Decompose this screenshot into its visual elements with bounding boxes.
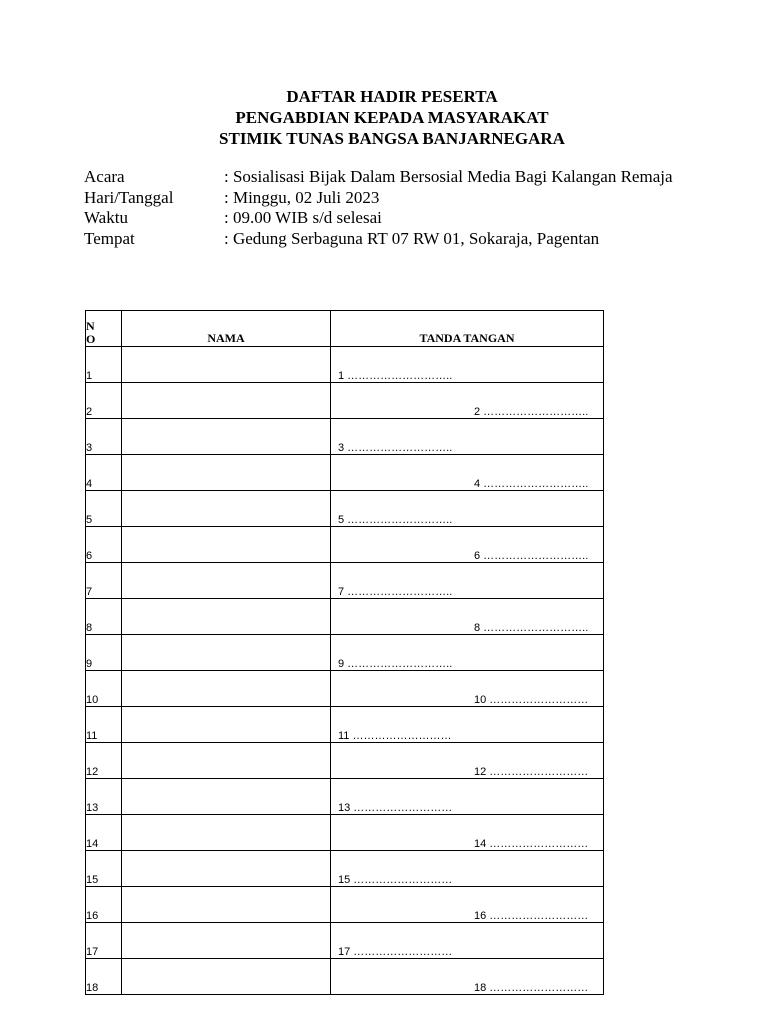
row-number: 3	[86, 419, 122, 455]
signature-cell: 15 ………………………	[331, 851, 604, 887]
name-cell	[122, 347, 331, 383]
name-cell	[122, 527, 331, 563]
row-number: 7	[86, 563, 122, 599]
table-row	[86, 707, 604, 743]
signature-cell: 9 ………………………..	[331, 635, 604, 671]
table-row	[86, 635, 604, 671]
name-cell	[122, 779, 331, 815]
name-cell	[122, 671, 331, 707]
header-no	[86, 311, 122, 347]
info-value: : 09.00 WIB s/d selesai	[224, 208, 382, 227]
info-label: Waktu	[84, 208, 128, 227]
name-cell	[122, 419, 331, 455]
title-line-2: PENGABDIAN KEPADA MASYARAKAT	[235, 108, 549, 127]
row-number: 18	[86, 959, 122, 995]
signature-cell: 6 ………………………..	[331, 527, 604, 563]
table-row	[86, 923, 604, 959]
row-number: 1	[86, 347, 122, 383]
header-nama: NAMA	[122, 311, 331, 347]
signature-cell: 17 ………………………	[331, 923, 604, 959]
table-row	[86, 419, 604, 455]
name-cell	[122, 887, 331, 923]
row-number: 9	[86, 635, 122, 671]
info-value: : Sosialisasi Bijak Dalam Bersosial Media Bagi Kalangan Remaja	[224, 167, 673, 186]
signature-cell: 8 ………………………..	[331, 599, 604, 635]
signature-cell: 1 ………………………..	[331, 347, 604, 383]
table-row	[86, 455, 604, 491]
signature-cell: 14 ………………………	[331, 815, 604, 851]
row-number: 14	[86, 815, 122, 851]
name-cell	[122, 491, 331, 527]
signature-cell: 5 ………………………..	[331, 491, 604, 527]
signature-cell: 13 ………………………	[331, 779, 604, 815]
document-title	[0, 86, 768, 149]
table-row	[86, 599, 604, 635]
table-header-row	[86, 311, 604, 347]
row-number: 11	[86, 707, 122, 743]
row-number: 8	[86, 599, 122, 635]
event-info	[84, 167, 673, 249]
row-number: 17	[86, 923, 122, 959]
title-line-3: STIMIK TUNAS BANGSA BANJARNEGARA	[219, 129, 565, 148]
row-number: 16	[86, 887, 122, 923]
signature-cell: 12 ………………………	[331, 743, 604, 779]
row-number: 12	[86, 743, 122, 779]
signature-cell: 7 ………………………..	[331, 563, 604, 599]
table-row	[86, 383, 604, 419]
row-number: 4	[86, 455, 122, 491]
name-cell	[122, 923, 331, 959]
info-row-acara	[84, 167, 673, 188]
row-number: 2	[86, 383, 122, 419]
row-number: 15	[86, 851, 122, 887]
table-row	[86, 815, 604, 851]
name-cell	[122, 707, 331, 743]
info-row-waktu	[84, 208, 673, 229]
attendance-table	[85, 310, 604, 995]
row-number: 5	[86, 491, 122, 527]
signature-cell: 4 ………………………..	[331, 455, 604, 491]
signature-cell: 2 ………………………..	[331, 383, 604, 419]
header-tanda-tangan: TANDA TANGAN	[331, 311, 604, 347]
name-cell	[122, 743, 331, 779]
table-row	[86, 743, 604, 779]
name-cell	[122, 851, 331, 887]
header-no-line1: N	[86, 319, 95, 333]
table-row	[86, 779, 604, 815]
info-row-hari-tanggal	[84, 188, 673, 209]
table-row	[86, 887, 604, 923]
header-no-line2: O	[86, 332, 96, 346]
name-cell	[122, 635, 331, 671]
table-row	[86, 347, 604, 383]
table-row	[86, 671, 604, 707]
signature-cell: 18 ………………………	[331, 959, 604, 995]
table-row	[86, 563, 604, 599]
signature-cell: 11 ………………………	[331, 707, 604, 743]
table-row	[86, 959, 604, 995]
info-label: Tempat	[84, 228, 135, 248]
info-label: Acara	[84, 167, 125, 186]
info-value: : Gedung Serbaguna RT 07 RW 01, Sokaraja, Pagentan	[224, 228, 600, 248]
table-row	[86, 851, 604, 887]
info-row-tempat	[84, 229, 673, 250]
name-cell	[122, 815, 331, 851]
row-number: 6	[86, 527, 122, 563]
signature-cell: 10 ………………………	[331, 671, 604, 707]
table-row	[86, 491, 604, 527]
row-number: 13	[86, 779, 122, 815]
name-cell	[122, 959, 331, 995]
signature-cell: 3 ………………………..	[331, 419, 604, 455]
row-number: 10	[86, 671, 122, 707]
name-cell	[122, 383, 331, 419]
name-cell	[122, 455, 331, 491]
signature-cell: 16 ………………………	[331, 887, 604, 923]
info-value: : Minggu, 02 Juli 2023	[224, 187, 380, 207]
info-label: Hari/Tanggal	[84, 187, 174, 207]
table-row	[86, 527, 604, 563]
name-cell	[122, 563, 331, 599]
title-line-1: DAFTAR HADIR PESERTA	[286, 87, 498, 106]
name-cell	[122, 599, 331, 635]
